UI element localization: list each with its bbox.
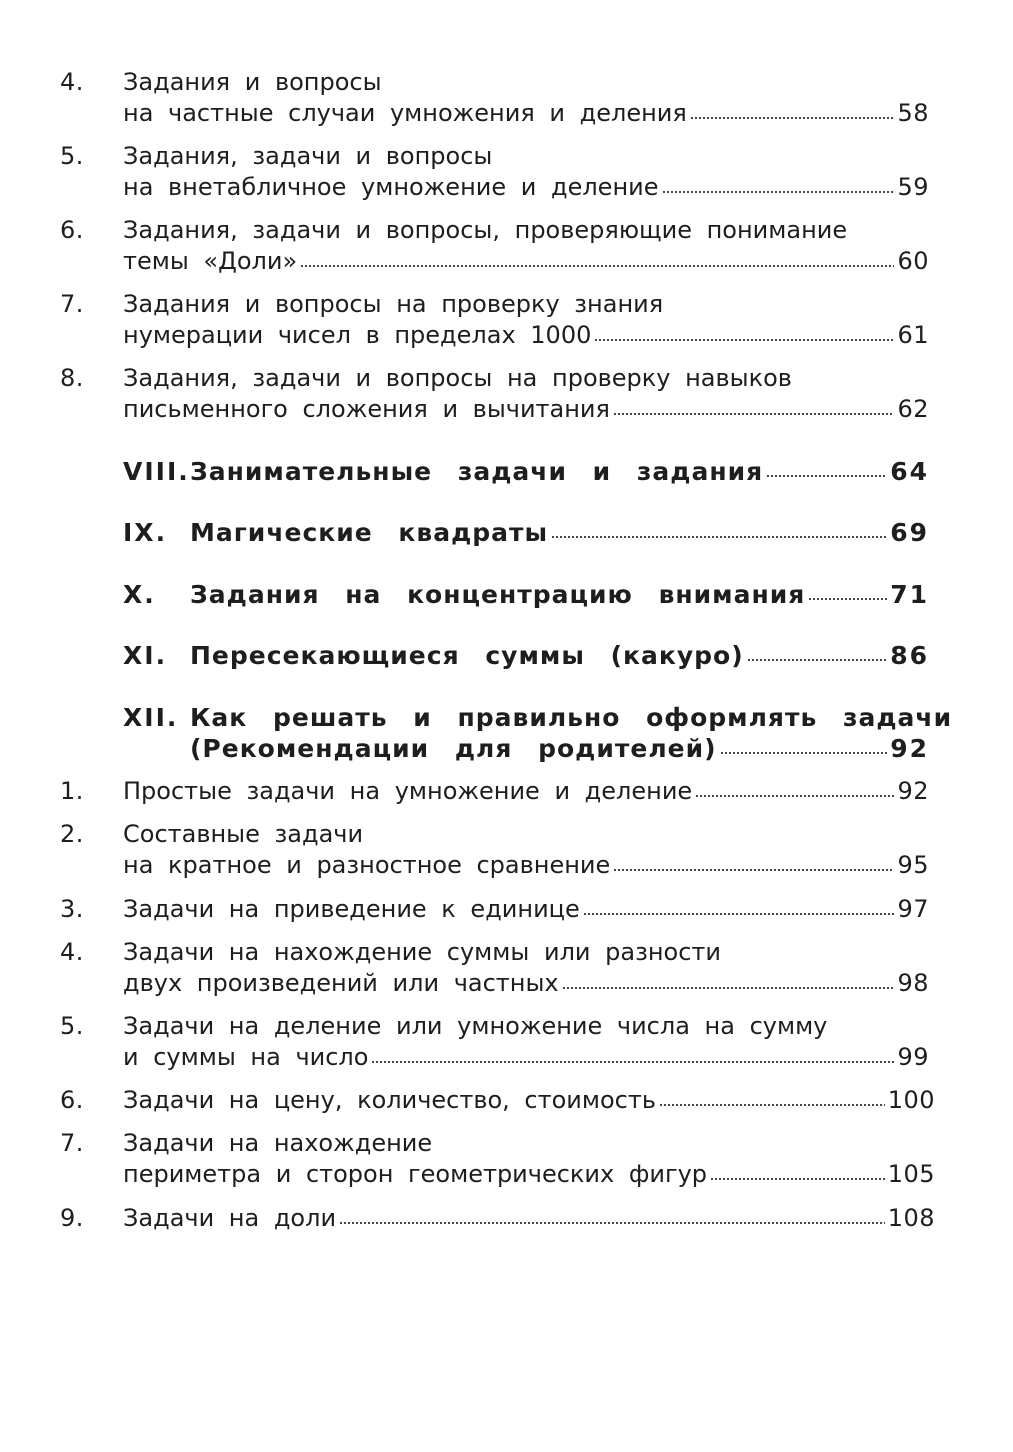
entry-leader-line — [123, 1085, 935, 1116]
page-number: 105 — [887, 1160, 935, 1188]
entry-title-line: Задания, задачи и вопросы — [123, 142, 493, 170]
page-number: 97 — [897, 895, 929, 923]
entry-leader-line — [123, 1203, 935, 1234]
entry-title-line: темы «Доли» — [123, 247, 298, 275]
entry-leader-line — [123, 776, 929, 807]
dot-leader — [613, 411, 894, 417]
entry-title-line: Задания и вопросы — [123, 68, 382, 96]
dot-leader — [808, 596, 887, 602]
chapter-title: (Рекомендации для родителей) — [190, 734, 717, 763]
entry-number: 4. — [60, 68, 84, 96]
entry-leader-line — [123, 894, 929, 925]
chapter-number: X. — [123, 580, 156, 609]
entry-leader-line — [123, 394, 929, 425]
page-number: 86 — [890, 641, 929, 670]
dot-leader — [613, 867, 894, 873]
entry-number: 5. — [60, 142, 84, 170]
entry-title-line: Простые задачи на умножение и деление — [123, 777, 693, 805]
dot-leader — [662, 189, 895, 195]
entry-leader-line — [123, 98, 929, 129]
page-number: 60 — [897, 247, 929, 275]
dot-leader — [766, 473, 887, 479]
dot-leader — [583, 911, 895, 917]
entry-title-line: письменного сложения и вычитания — [123, 395, 610, 423]
entry-number: 3. — [60, 895, 84, 923]
chapter-number: IX. — [123, 518, 168, 547]
page-number: 61 — [897, 321, 929, 349]
entry-title-line: Задания, задачи и вопросы, проверяющие понимание — [123, 216, 848, 244]
entry-leader-line — [123, 1042, 929, 1073]
page-number: 64 — [890, 457, 929, 486]
dot-leader — [551, 534, 887, 540]
entry-number: 6. — [60, 1086, 84, 1114]
entry-title-line: Задачи на цену, количество, стоимость — [123, 1086, 656, 1114]
dot-leader — [562, 985, 895, 991]
page-number: 95 — [897, 851, 929, 879]
chapter-number: XII. — [123, 703, 179, 732]
entry-leader-line — [123, 968, 929, 999]
entry-leader-line — [123, 850, 929, 881]
page-number: 92 — [890, 734, 929, 763]
entry-title-line: нумерации чисел в пределах 1000 — [123, 321, 592, 349]
entry-title-line: Задачи на нахождение суммы или разности — [123, 938, 721, 966]
entry-title-line: Задачи на нахождение — [123, 1129, 433, 1157]
entry-leader-line — [123, 320, 929, 351]
page-number: 98 — [897, 969, 929, 997]
entry-title-line: Задачи на деление или умножение числа на сумму — [123, 1012, 828, 1040]
entry-number: 7. — [60, 290, 84, 318]
page-number: 108 — [887, 1204, 935, 1232]
entry-title-line: Составные задачи — [123, 820, 364, 848]
chapter-title-line: Как решать и правильно оформлять задачи — [190, 703, 953, 732]
page-number: 71 — [890, 580, 929, 609]
chapter-number: VIII. — [123, 457, 190, 486]
chapter-title: Пересекающиеся суммы (какуро) — [190, 641, 744, 670]
page-number: 59 — [897, 173, 929, 201]
dot-leader — [371, 1059, 894, 1065]
chapter-leader-line — [190, 733, 929, 765]
page-number: 100 — [887, 1086, 935, 1114]
entry-title-line: Задачи на доли — [123, 1204, 337, 1232]
entry-title-line: Задания, задачи и вопросы на проверку навыков — [123, 364, 792, 392]
page-number: 69 — [890, 518, 929, 547]
entry-leader-line — [123, 1159, 935, 1190]
entry-number: 4. — [60, 938, 84, 966]
page-number: 92 — [897, 777, 929, 805]
entry-number: 6. — [60, 216, 84, 244]
chapter-leader-line — [190, 517, 929, 549]
entry-title-line: Задачи на приведение к единице — [123, 895, 580, 923]
chapter-title: Занимательные задачи и задания — [190, 457, 764, 486]
entry-number: 9. — [60, 1204, 84, 1232]
entry-number: 5. — [60, 1012, 84, 1040]
dot-leader — [695, 793, 894, 799]
dot-leader — [339, 1220, 885, 1226]
entry-leader-line — [123, 172, 929, 203]
entry-number: 7. — [60, 1129, 84, 1157]
dot-leader — [300, 263, 894, 269]
entry-title-line: периметра и сторон геометрических фигур — [123, 1160, 708, 1188]
chapter-number: XI. — [123, 641, 168, 670]
entry-leader-line — [123, 246, 929, 277]
entry-title-line: двух произведений или частных — [123, 969, 559, 997]
entry-number: 8. — [60, 364, 84, 392]
dot-leader — [659, 1102, 885, 1108]
chapter-leader-line — [190, 456, 929, 488]
dot-leader — [720, 750, 888, 756]
entry-title-line: и суммы на число — [123, 1043, 369, 1071]
chapter-leader-line — [190, 640, 929, 672]
chapter-leader-line — [190, 579, 929, 611]
dot-leader — [747, 657, 888, 663]
entry-title-line: на частные случаи умножения и деления — [123, 99, 687, 127]
page-number: 99 — [897, 1043, 929, 1071]
page-number: 58 — [897, 99, 929, 127]
entry-title-line: на внетабличное умножение и деление — [123, 173, 659, 201]
entry-number: 2. — [60, 820, 84, 848]
dot-leader — [594, 337, 894, 343]
entry-title-line: Задания и вопросы на проверку знания — [123, 290, 664, 318]
entry-number: 1. — [60, 777, 84, 805]
chapter-title: Магические квадраты — [190, 518, 549, 547]
chapter-title: Задания на концентрацию внимания — [190, 580, 806, 609]
dot-leader — [710, 1176, 885, 1182]
entry-title-line: на кратное и разностное сравнение — [123, 851, 611, 879]
page-number: 62 — [897, 395, 929, 423]
dot-leader — [690, 115, 895, 121]
